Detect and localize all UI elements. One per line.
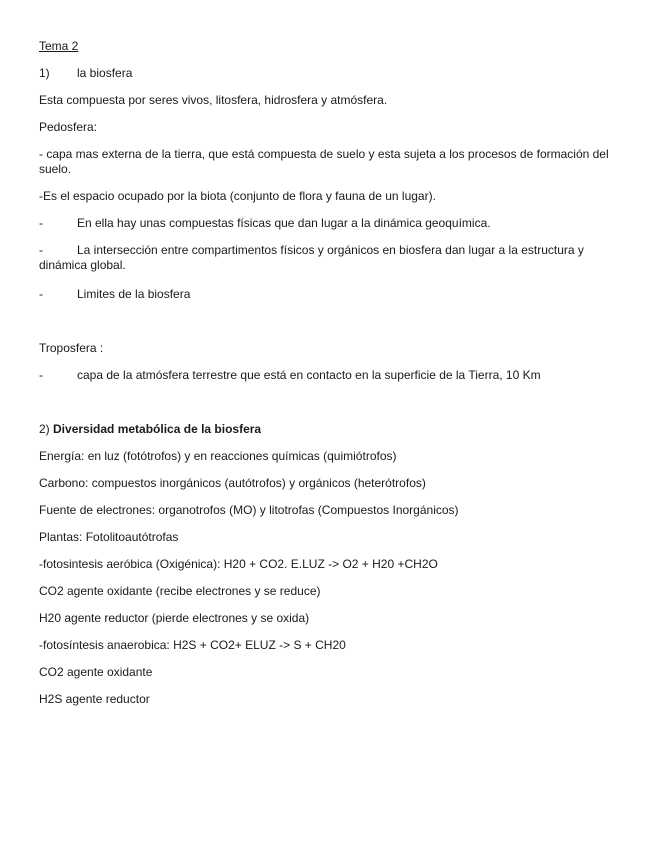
metabolic-line: -fotosintesis aeróbica (Oxigénica): H20 + CO2. E.LUZ -> O2 + H20 +CH2O <box>39 557 438 571</box>
bullet-item <box>39 243 609 273</box>
section-1-title: la biosfera <box>77 66 133 80</box>
metabolic-line: H20 agente reductor (pierde electrones y se oxida) <box>39 611 310 625</box>
bullet-dash: - <box>39 287 43 301</box>
bullet-item <box>39 216 609 231</box>
paragraph-troposfera-label: Troposfera : <box>39 341 104 355</box>
paragraph-biota: -Es el espacio ocupado por la biota (conjunto de flora y fauna de un lugar). <box>39 189 436 203</box>
bullet-text: En ella hay unas compuestas físicas que dan lugar a la dinámica geoquímica. <box>77 216 491 230</box>
section-2-number: 2) <box>39 422 50 436</box>
metabolic-line: Carbono: compuestos inorgánicos (autótrofos) y orgánicos (heterótrofos) <box>39 476 426 490</box>
metabolic-line: -fotosíntesis anaerobica: H2S + CO2+ ELUZ -> S + CH20 <box>39 638 346 652</box>
bullet-text: capa de la atmósfera terrestre que está en contacto en la superficie de la Tierra, 10 Km <box>77 368 541 382</box>
bullet-dash: - <box>39 243 43 257</box>
paragraph-pedosfera-label: Pedosfera: <box>39 120 98 134</box>
bullet-text: Limites de la biosfera <box>77 287 191 301</box>
metabolic-line: CO2 agente oxidante (recibe electrones y se reduce) <box>39 584 321 598</box>
section-1-heading <box>39 66 609 81</box>
section-1-number: 1) <box>39 66 50 80</box>
bullet-item <box>39 368 609 383</box>
paragraph-pedosfera-definition: - capa mas externa de la tierra, que está compuesta de suelo y esta sujeta a los procesos de formación del suelo. <box>39 147 609 176</box>
metabolic-line: Plantas: Fotolitoautótrofas <box>39 530 179 544</box>
bullet-item <box>39 287 609 302</box>
paragraph-composition: Esta compuesta por seres vivos, litosfera, hidrosfera y atmósfera. <box>39 93 388 107</box>
metabolic-line: Fuente de electrones: organotrofos (MO) y litotrofas (Compuestos Inorgánicos) <box>39 503 459 517</box>
bullet-dash: - <box>39 216 43 230</box>
metabolic-line: H2S agente reductor <box>39 692 150 706</box>
bullet-text: La intersección entre compartimentos físicos y orgánicos en biosfera dan lugar a la estructura y dinámica global. <box>39 243 584 272</box>
metabolic-line: CO2 agente oxidante <box>39 665 153 679</box>
document-title: Tema 2 <box>39 39 79 53</box>
section-2-title: Diversidad metabólica de la biosfera <box>53 422 262 436</box>
bullet-dash: - <box>39 368 43 382</box>
metabolic-line: Energía: en luz (fotótrofos) y en reacciones químicas (quimiótrofos) <box>39 449 397 463</box>
section-2-heading <box>39 422 609 437</box>
